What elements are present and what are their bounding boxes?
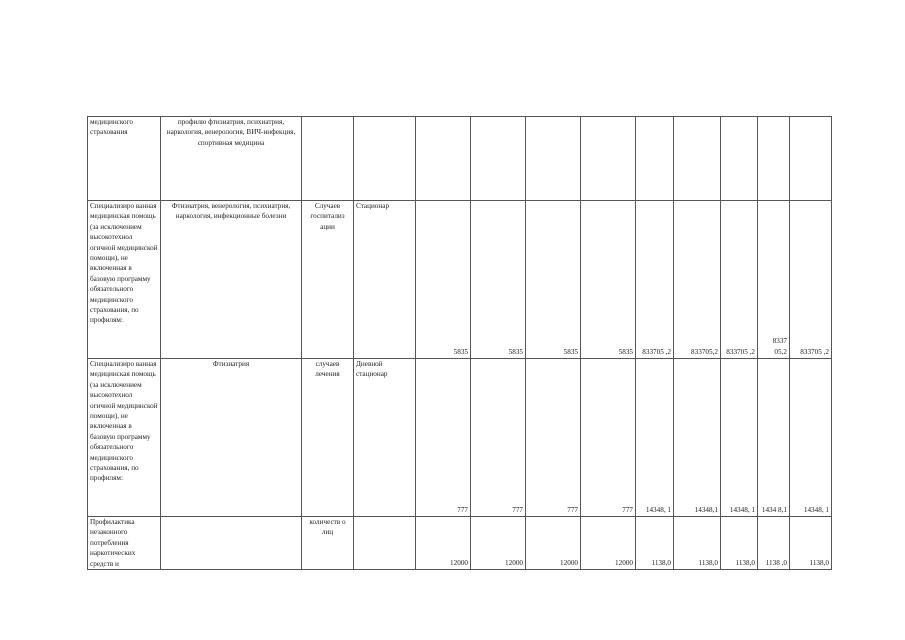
value-cell: 777 bbox=[581, 359, 636, 517]
value-cell: 1138,0 bbox=[790, 517, 832, 570]
profile-cell bbox=[161, 517, 302, 570]
value-cell bbox=[674, 117, 721, 201]
value-cell: 777 bbox=[471, 359, 526, 517]
value-cell: 12000 bbox=[471, 517, 526, 570]
value-cell bbox=[416, 117, 471, 201]
value-cell: 12000 bbox=[581, 517, 636, 570]
value-cell bbox=[790, 117, 832, 201]
value-cell: 1138,0 bbox=[721, 517, 758, 570]
unit-cell bbox=[302, 117, 354, 201]
care-type-cell bbox=[354, 517, 416, 570]
value-cell: 14348, 1 bbox=[636, 359, 674, 517]
value-cell: 777 bbox=[416, 359, 471, 517]
unit-cell: случаев лечения bbox=[302, 359, 354, 517]
value-cell: 5835 bbox=[471, 201, 526, 359]
value-cell: 14348, 1 bbox=[790, 359, 832, 517]
service-name-cell: Специализиро ванная медицинская помощь (за исключением высокотехнол огичной медицинской помощи), не включенная в базовую программу обязательного медицинского страхования, по профилям: bbox=[88, 201, 161, 359]
value-cell: 1434 8,1 bbox=[758, 359, 790, 517]
value-cell: 8337 05,2 bbox=[758, 201, 790, 359]
value-cell bbox=[526, 117, 581, 201]
value-cell: 777 bbox=[526, 359, 581, 517]
care-type-cell bbox=[354, 117, 416, 201]
value-cell: 5835 bbox=[581, 201, 636, 359]
value-cell: 833705,2 bbox=[674, 201, 721, 359]
value-cell: 1138,0 bbox=[674, 517, 721, 570]
value-cell: 833705 ,2 bbox=[790, 201, 832, 359]
value-cell bbox=[758, 117, 790, 201]
value-cell: 12000 bbox=[526, 517, 581, 570]
unit-cell: Случаев госпитализ ации bbox=[302, 201, 354, 359]
unit-cell: количеств о лиц bbox=[302, 517, 354, 570]
value-cell: 5835 bbox=[416, 201, 471, 359]
care-type-cell: Стационар bbox=[354, 201, 416, 359]
table-row bbox=[88, 517, 832, 570]
value-cell: 1138,0 bbox=[636, 517, 674, 570]
value-cell bbox=[721, 117, 758, 201]
value-cell: 5835 bbox=[526, 201, 581, 359]
value-cell: 14348, 1 bbox=[721, 359, 758, 517]
table-row bbox=[88, 359, 832, 517]
profile-cell: Фтизиатрия, венерология, психиатрия, наркология, инфекционные болезни bbox=[161, 201, 302, 359]
budget-table bbox=[87, 116, 832, 570]
table-row bbox=[88, 201, 832, 359]
value-cell bbox=[581, 117, 636, 201]
profile-cell: профилю фтизиатрия, психиатрия, наркология, венерология, ВИЧ-инфекция, спортивная медицина bbox=[161, 117, 302, 201]
value-cell: 833705 ,2 bbox=[636, 201, 674, 359]
value-cell bbox=[636, 117, 674, 201]
value-cell: 833705 ,2 bbox=[721, 201, 758, 359]
value-cell: 12000 bbox=[416, 517, 471, 570]
service-name-cell: медицинского страхования bbox=[88, 117, 161, 201]
service-name-cell: Профилактика незаконного потребления наркотических средств и bbox=[88, 517, 161, 570]
profile-cell: Фтизиатрия bbox=[161, 359, 302, 517]
value-cell: 14348,1 bbox=[674, 359, 721, 517]
service-name-cell: Специализиро ванная медицинская помощь (за исключением высокотехнол огичной медицинской помощи), не включенная в базовую программу обязательного медицинского страхования, по профилям: bbox=[88, 359, 161, 517]
care-type-cell: Дневной стационар bbox=[354, 359, 416, 517]
value-cell bbox=[471, 117, 526, 201]
table-row bbox=[88, 117, 832, 201]
value-cell: 1138 ,0 bbox=[758, 517, 790, 570]
